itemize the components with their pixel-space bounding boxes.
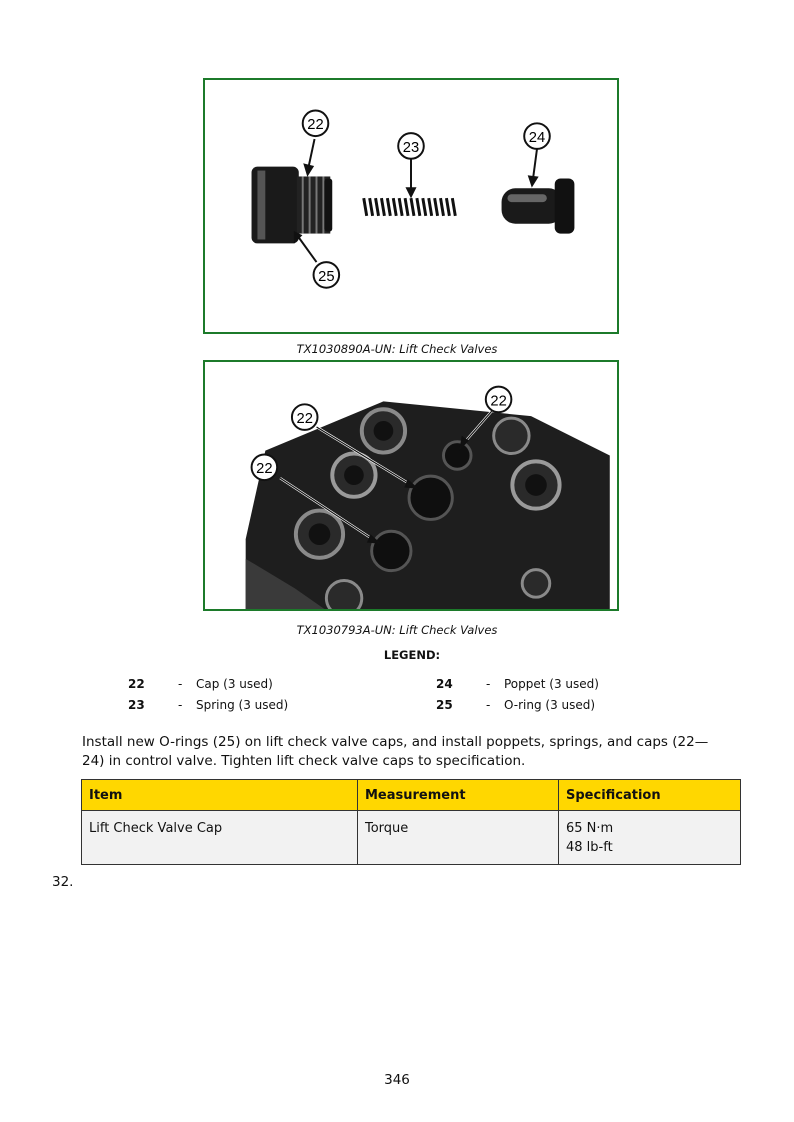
legend-number: 22 (128, 677, 145, 691)
legend-text: Poppet (3 used) (504, 677, 599, 691)
spring-drawing (364, 198, 456, 216)
header-item: Item (82, 780, 358, 811)
figure-control-valve-photo (203, 360, 619, 611)
svg-text:23: 23 (402, 139, 420, 156)
legend-dash: - (178, 698, 183, 712)
callout-22-left (252, 455, 278, 481)
legend-dash: - (486, 677, 491, 691)
table-header-row (82, 780, 741, 811)
cell-item: Lift Check Valve Cap (82, 811, 358, 865)
parts-illustration (205, 80, 617, 332)
svg-text:22: 22 (256, 461, 273, 478)
header-measurement: Measurement (358, 780, 559, 811)
legend-number: 24 (436, 677, 453, 691)
figure-1-caption: TX1030890A-UN: Lift Check Valves (296, 342, 498, 356)
callout-22-upper-left (292, 404, 318, 430)
specification-table (81, 779, 741, 865)
figure-lift-check-valve-parts (203, 78, 619, 334)
legend-dash: - (178, 677, 183, 691)
page-number: 346 (384, 1072, 410, 1088)
legend-text: Spring (3 used) (196, 698, 289, 712)
cap-drawing (252, 167, 333, 244)
table-row (82, 811, 741, 865)
poppet-drawing (502, 178, 575, 233)
legend-number: 25 (436, 698, 453, 712)
step-number: 32. (52, 874, 74, 890)
svg-text:22: 22 (490, 393, 507, 410)
callout-23 (398, 133, 424, 159)
svg-text:24: 24 (528, 130, 546, 147)
callout-22 (303, 111, 329, 137)
svg-text:22: 22 (307, 117, 324, 134)
figure-2-caption: TX1030793A-UN: Lift Check Valves (296, 623, 498, 637)
header-specification: Specification (559, 780, 741, 811)
callout-22-upper-right (486, 387, 512, 413)
legend-item (436, 698, 676, 714)
legend-text: O-ring (3 used) (504, 698, 596, 712)
legend-number: 23 (128, 698, 145, 712)
callout-25 (314, 262, 340, 288)
legend-item (128, 698, 368, 714)
spec-imperial: 48 lb-ft (566, 840, 613, 855)
legend-title: LEGEND: (383, 648, 441, 662)
svg-text:22: 22 (296, 411, 313, 428)
cell-measurement: Torque (358, 811, 559, 865)
legend-item (128, 677, 368, 693)
spec-metric: 65 N·m (566, 821, 614, 836)
legend-item (436, 677, 676, 693)
cell-specification (559, 811, 741, 865)
instruction-text: Install new O-rings (25) on lift check valve caps, and install poppets, springs, and caps (22—24) in control valve. Tighten lift check valve caps to specification. (82, 734, 709, 769)
legend-text: Cap (3 used) (196, 677, 273, 691)
callout-24 (524, 123, 550, 149)
svg-text:25: 25 (318, 268, 335, 285)
legend-dash: - (486, 698, 491, 712)
valve-photo (205, 362, 617, 609)
